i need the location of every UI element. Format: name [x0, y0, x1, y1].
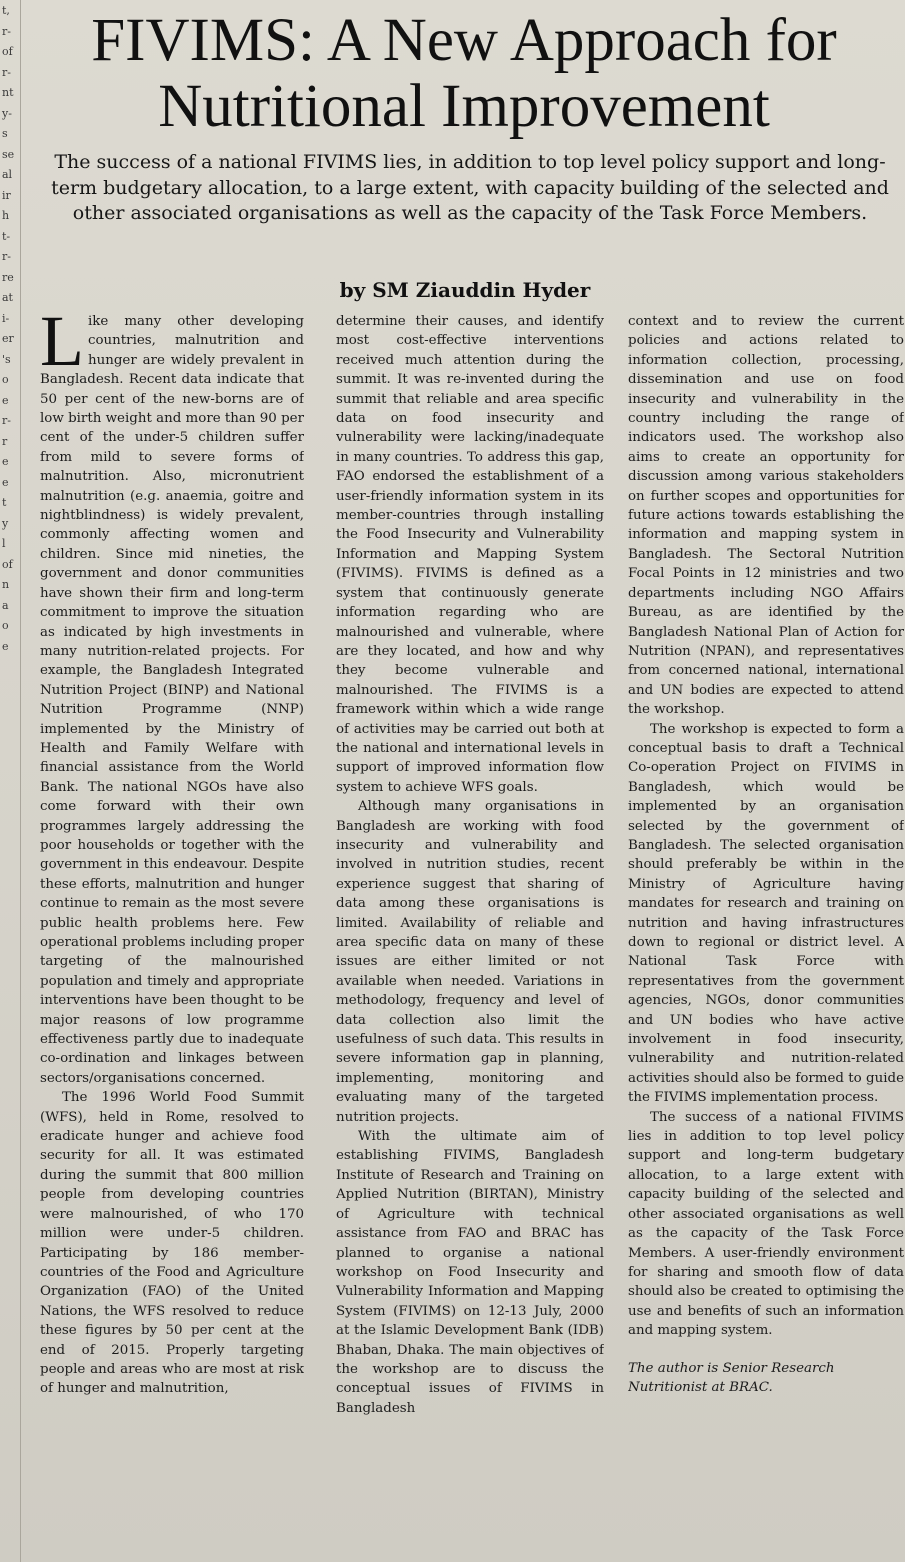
- edge-text-fragment: o: [2, 373, 9, 386]
- edge-text-fragment: t,: [2, 4, 10, 17]
- edge-text-fragment: e: [2, 393, 9, 407]
- adjacent-column-edge: [0, 0, 21, 1562]
- edge-text-fragment: of: [2, 557, 13, 571]
- edge-text-fragment: r-: [2, 65, 11, 79]
- edge-text-fragment: al: [2, 168, 13, 181]
- edge-text-fragment: n: [2, 578, 10, 591]
- deck-summary: The success of a national FIVIMS lies, in addition to top level policy support and long-term budgetary allocation, to a large extent, with capacity building of the selected and other associated organisations as well as the capacity of the Task Force Members.: [51, 151, 889, 224]
- edge-text-fragment: y-: [2, 106, 12, 120]
- edge-text-fragment: se: [2, 147, 15, 161]
- headline: FIVIMS: A New Approach for Nutritional Improvement: [91, 7, 837, 140]
- edge-text-fragment: re: [2, 270, 14, 284]
- article-paragraph: The workshop is expected to form a conceptual basis to draft a Technical Co-operation Project on FIVIMS in Bangladesh, which would be implemented by an organisation selected by the government of Bangladesh. The selected organisation should preferably be within in the Ministry of Agriculture having mandates for research and training on nutrition and having infrastructures down to regional or district level. A National Task Force with representatives from the government agencies, NGOs, donor communities and UN bodies who have active involvement in food insecurity, vulnerability and nutrition-related activities should also be formed to guide the FIVIMS implementation process.: [628, 721, 904, 1106]
- edge-text-fragment: o: [2, 619, 9, 632]
- edge-text-fragment: t: [2, 496, 7, 509]
- edge-text-fragment: y: [2, 516, 9, 530]
- article-paragraph: Like many other developing countries, malnutrition and hunger are widely prevalent in Bangladesh. Recent data indicate that 50 per cent of the new-borns are of low birth weight and more than 90 per cent of the under-5 children suffer from mild to severe forms of malnutrition. Also, micronutrient malnutrition (e.g. anaemia, goitre and nightblindness) is widely prevalent, commonly affecting women and children. Since mid nineties, the government and donor communities have shown their firm and long-term commitment to improve the situation as indicated by high investments in many nutrition-related projects. For example, the Bangladesh Integrated Nutrition Project (BINP) and National Nutrition Programme (NNP) implemented by the Ministry of Health and Family Welfare with financial assistance from the World Bank. The national NGOs have also come forward with their own programmes largely addressing the poor households or together with the government in this endeavour. Despite these efforts, malnutrition and hunger continue to remain as the most severe public health problems here. Few operational problems including proper targeting of the malnourished population and timely and appropriate interventions have been thought to be major reasons of low programme effectiveness partly due to inadequate co-ordination and linkages between sectors/organisations concerned.: [40, 312, 304, 1086]
- edge-text-fragment: r-: [2, 414, 11, 427]
- author-note: The author is Senior Research Nutritionist at BRAC.: [628, 1360, 835, 1395]
- edge-text-fragment: of: [2, 45, 13, 58]
- edge-text-fragment: nt: [2, 86, 14, 99]
- article-paragraph: With the ultimate aim of establishing FIVIMS, Bangladesh Institute of Research and Training on Applied Nutrition (BIRTAN), Ministry of Agriculture with technical assistance from FAO and BRAC has planned to organise a national workshop on Food Insecurity and Vulnerability Information and Mapping System (FIVIMS) on 12-13 July, 2000 at the Islamic Development Bank (IDB) Bhaban, Dhaka. The main objectives of the workshop are to discuss the conceptual issues of FIVIMS in Bangladesh: [336, 1129, 604, 1416]
- edge-text-fragment: r-: [2, 24, 11, 38]
- article-paragraph: Although many organisations in Bangladesh are working with food insecurity and vulnerability and involved in nutrition studies, recent experience suggest that sharing of data among these organisations is limited. Availability of reliable and area specific data on many of these issues are either limited or not available when needed. Variations in methodology, frequency and level of data collection also limit the usefulness of such data. This results in severe information gap in planning, implementing, monitoring and evaluating many of the targeted nutrition projects.: [336, 799, 604, 1125]
- article-column-2: [336, 312, 604, 1560]
- article-column-1: [40, 312, 304, 1560]
- edge-text-fragment: 's: [2, 352, 11, 366]
- edge-text-fragment: s: [2, 127, 8, 140]
- edge-text-fragment: er: [2, 332, 14, 345]
- edge-text-fragment: r: [2, 434, 8, 448]
- article-column-3: [628, 312, 904, 1560]
- drop-cap: L: [40, 312, 84, 381]
- article-paragraph: context and to review the current policies and actions related to information collection, processing, dissemination and use on food insecurity and vulnerability in the country including the range of indicators used. The workshop also aims to create an opportunity for discussion among various stakeholders on further scopes and opportunities for future actions towards establishing the information and mapping system in Bangladesh. The Sectoral Nutrition Focal Points in 12 ministries and two departments including NGO Affairs Bureau, as are identified by the Bangladesh National Plan of Action for Nutrition (NPAN), and representatives from concerned national, international and UN bodies are expected to attend the workshop.: [628, 314, 904, 718]
- edge-text-fragment: t-: [2, 229, 11, 243]
- article-paragraph: determine their causes, and identify most cost-effective interventions received much attention during the summit. It was re-invented during the summit that reliable and area specific data on food insecurity and vulnerability were lacking/inadequate in many countries. To address this gap, FAO endorsed the establishment of a user-friendly information system in its member-countries through installing the Food Insecurity and Vulnerability Information and Mapping System (FIVIMS). FIVIMS is defined as a system that continuously generate information regarding who are malnourished and vulnerable, where are they located, and how and why they become vulnerable and malnourished. The FIVIMS is a framework within which a wide range of activities may be carried out both at the national and international levels in support of improved information flow system to achieve WFS goals.: [336, 314, 604, 795]
- edge-text-fragment: ir: [2, 188, 11, 202]
- edge-text-fragment: e: [2, 455, 9, 468]
- edge-text-fragment: i-: [2, 311, 10, 325]
- article-paragraph: The success of a national FIVIMS lies in addition to top level policy support and long-term budgetary allocation, to a large extent with capacity building of the selected and other associated organisations as well as the capacity of the Task Force Members. A user-friendly environment for sharing and smooth flow of data should also be created to optimising the use and benefits of such an information and mapping system.: [628, 1109, 904, 1339]
- edge-text-fragment: l: [2, 537, 6, 550]
- edge-text-fragment: e: [2, 639, 9, 653]
- edge-text-fragment: r-: [2, 250, 11, 263]
- edge-text-fragment: a: [2, 598, 9, 612]
- byline: by SM Ziauddin Hyder: [339, 278, 591, 302]
- edge-text-fragment: e: [2, 475, 9, 489]
- edge-text-fragment: at: [2, 291, 13, 304]
- edge-text-fragment: h: [2, 209, 10, 222]
- article-paragraph: The 1996 World Food Summit (WFS), held in Rome, resolved to eradicate hunger and achieve food security for all. It was estimated during the summit that 800 million people from developing countries were malnourished, of who 170 million were under-5 children. Participating by 186 member-countries of the Food and Agriculture Organization (FAO) of the United Nations, the WFS resolved to reduce these figures by 50 per cent at the end of 2015. Properly targeting people and areas who are most at risk of hunger and malnutrition,: [40, 1090, 304, 1397]
